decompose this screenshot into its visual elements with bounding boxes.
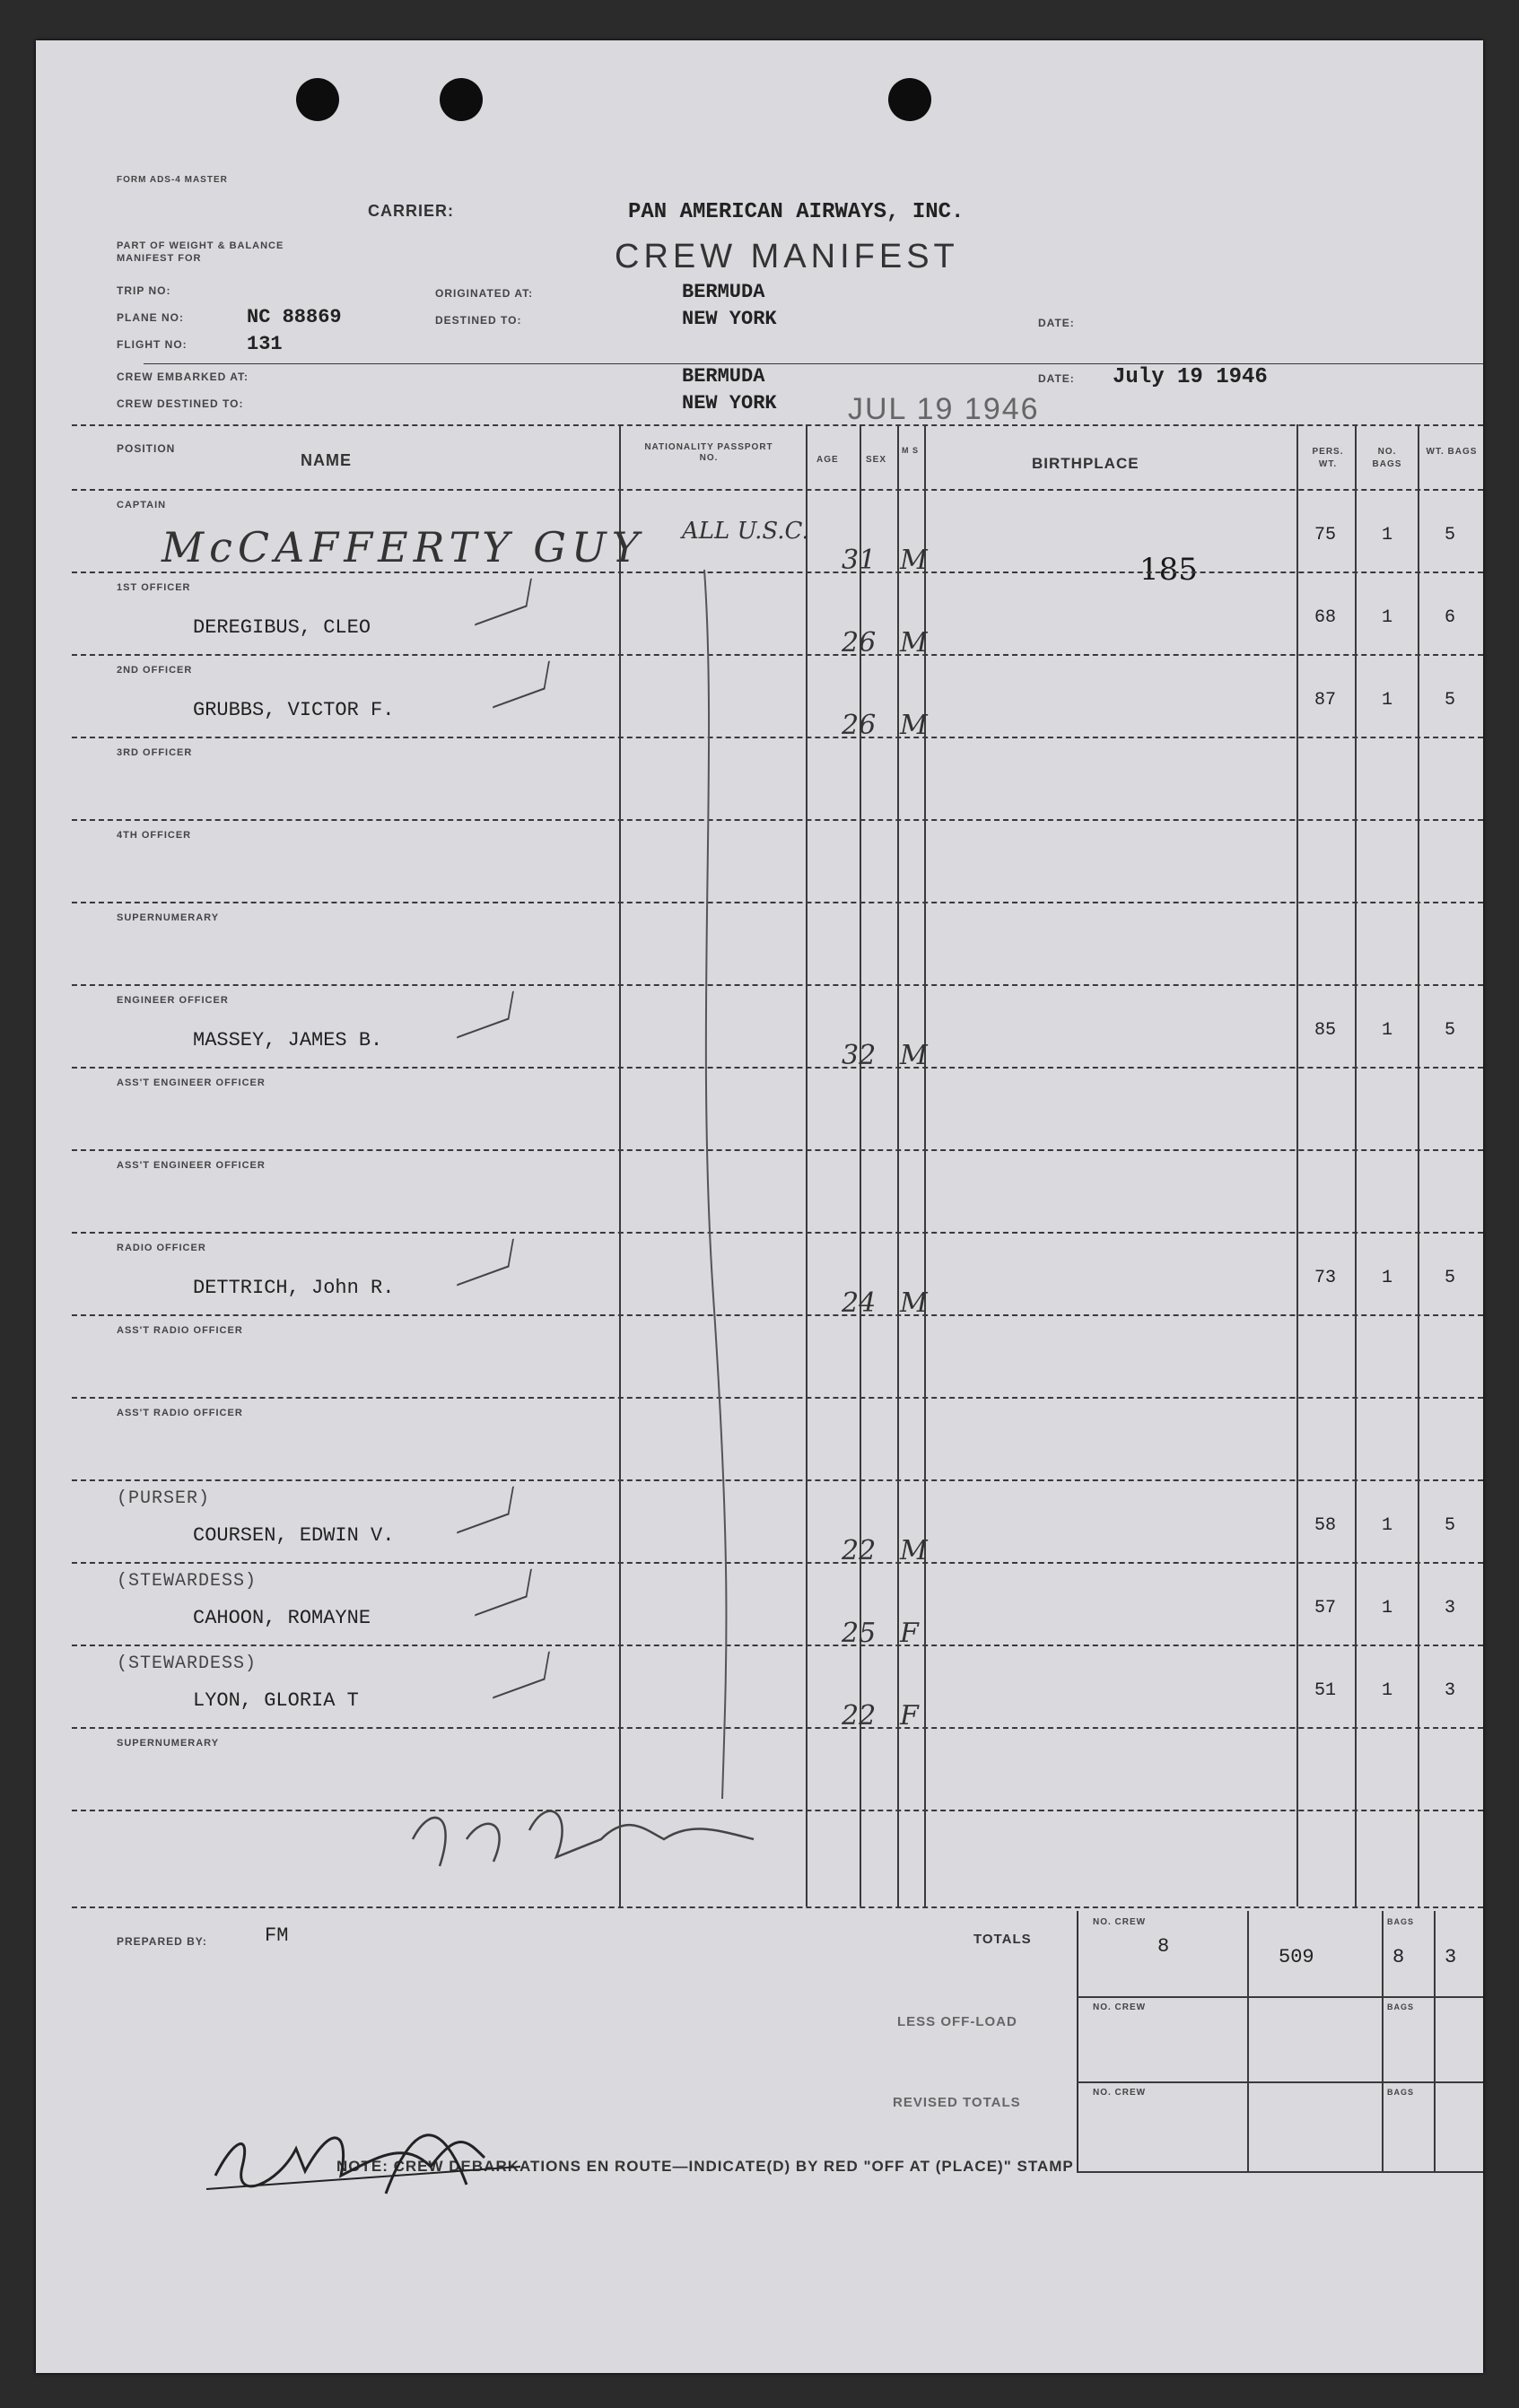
row-sex: M	[900, 1287, 928, 1319]
plane-no: NC 88869	[247, 306, 342, 328]
crew-manifest-sheet	[36, 40, 1483, 2373]
col-ms: M S	[902, 446, 920, 455]
total-bag-weight: 3	[1445, 1946, 1457, 1968]
row-sex: M	[900, 710, 928, 741]
row-position: 2ND OFFICER	[117, 665, 193, 676]
row-weight: 75	[1314, 525, 1337, 545]
row-sex: M	[900, 627, 928, 659]
row-position: ENGINEER OFFICER	[117, 995, 229, 1006]
row-bag-weight: 6	[1445, 607, 1456, 628]
destined-label: DESTINED TO:	[435, 314, 522, 327]
row-position: (STEWARDESS)	[117, 1653, 258, 1674]
date2-label: DATE:	[1038, 372, 1075, 385]
row-name: LYON, GLORIA T	[193, 1689, 359, 1712]
form-id: FORM ADS-4 MASTER	[117, 175, 228, 185]
total-weight: 509	[1279, 1946, 1314, 1968]
row-bag-weight: 5	[1445, 1268, 1456, 1288]
row-position: 4TH OFFICER	[117, 830, 192, 841]
crew-embarked-label: CREW EMBARKED AT:	[117, 371, 249, 383]
date-stamp: JUL 19 1946	[848, 392, 1040, 426]
row-position: (STEWARDESS)	[117, 1571, 258, 1592]
row-bags: 1	[1382, 1020, 1393, 1041]
row-sex: F	[900, 1618, 919, 1649]
row-name: DEREGIBUS, CLEO	[193, 616, 371, 639]
row-name: McCAFFERTY GUY	[162, 523, 645, 571]
totals-label: TOTALS	[973, 1932, 1032, 1947]
row-position: RADIO OFFICER	[117, 1243, 206, 1253]
row-bags: 1	[1382, 525, 1393, 545]
destined: NEW YORK	[682, 308, 777, 330]
row-bags: 1	[1382, 1680, 1393, 1701]
row-sex: F	[900, 1700, 919, 1732]
col-birthplace: BIRTHPLACE	[1032, 455, 1139, 472]
row-bag-weight: 5	[1445, 1020, 1456, 1041]
row-age: 25	[842, 1618, 877, 1649]
plane-no-label: PLANE NO:	[117, 311, 184, 324]
row-name: GRUBBS, VICTOR F.	[193, 699, 395, 721]
row-age: 22	[842, 1535, 877, 1566]
prepared-by-label: PREPARED BY:	[117, 1935, 207, 1948]
crew-destined-label: CREW DESTINED TO:	[117, 397, 244, 410]
page-title: CREW MANIFEST	[615, 238, 959, 275]
totals-div-1	[1247, 1911, 1249, 2171]
date2: July 19 1946	[1113, 365, 1268, 389]
totals-div-3	[1434, 1911, 1436, 2171]
revised-totals-label: REVISED TOTALS	[893, 2095, 1021, 2110]
col-wt-bags: WT. BAGS	[1426, 447, 1478, 457]
row-age: 26	[842, 627, 877, 659]
row-position: CAPTAIN	[117, 500, 167, 510]
row-name: COURSEN, EDWIN V.	[193, 1524, 395, 1547]
flight-no: 131	[247, 333, 283, 355]
row-age: 22	[842, 1700, 877, 1732]
row-sex: M	[900, 545, 928, 576]
less-offload-label: LESS OFF-LOAD	[897, 2014, 1017, 2029]
row-name: CAHOON, ROMAYNE	[193, 1607, 371, 1629]
col-pers-wt: PERS. WT.	[1312, 447, 1344, 469]
row-age: 32	[842, 1040, 877, 1071]
row-weight: 73	[1314, 1268, 1337, 1288]
row-birthplace: 185	[1139, 552, 1198, 588]
row-position: ASS'T RADIO OFFICER	[117, 1408, 243, 1418]
totals-rule-3	[1077, 2171, 1483, 2173]
row-bags: 1	[1382, 1268, 1393, 1288]
bags-label-3: BAGS	[1387, 2088, 1415, 2097]
col-no-bags: NO. BAGS	[1372, 447, 1402, 469]
note: NOTE: CREW DEBARKATIONS EN ROUTE—INDICATE(D) BY RED "OFF AT (PLACE)" STAMP	[336, 2158, 1074, 2175]
row-sex: M	[900, 1040, 928, 1071]
col-age: AGE	[816, 455, 839, 465]
col-name: NAME	[301, 451, 352, 469]
row-bags: 1	[1382, 690, 1393, 711]
col-position: POSITION	[117, 442, 176, 455]
row-position: 3RD OFFICER	[117, 747, 193, 758]
row-nationality: ALL U.S.C.	[682, 518, 809, 545]
row-weight: 68	[1314, 607, 1337, 628]
row-position: (PURSER)	[117, 1488, 211, 1509]
row-weight: 57	[1314, 1598, 1337, 1618]
part-of-label: PART OF WEIGHT & BALANCE MANIFEST FOR	[117, 240, 284, 264]
row-name: MASSEY, JAMES B.	[193, 1029, 383, 1051]
row-age: 24	[842, 1287, 877, 1319]
row-bag-weight: 5	[1445, 525, 1456, 545]
row-position: ASS'T RADIO OFFICER	[117, 1325, 243, 1336]
col-sex: SEX	[866, 455, 887, 465]
trip-no-label: TRIP NO:	[117, 284, 171, 297]
row-position: 1ST OFFICER	[117, 582, 191, 593]
row-sex: M	[900, 1535, 928, 1566]
carrier-name: PAN AMERICAN AIRWAYS, INC.	[628, 200, 965, 224]
prepared-by: FM	[265, 1924, 289, 1947]
originated-label: ORIGINATED AT:	[435, 287, 534, 300]
row-age: 31	[842, 545, 877, 576]
row-weight: 85	[1314, 1020, 1337, 1041]
row-bags: 1	[1382, 607, 1393, 628]
row-position: SUPERNUMERARY	[117, 912, 220, 923]
totals-rule-1	[1077, 1996, 1483, 1998]
row-weight: 51	[1314, 1680, 1337, 1701]
carrier-label: CARRIER:	[368, 202, 454, 220]
totals-rule-2	[1077, 2081, 1483, 2083]
table-bottom-rule	[72, 1906, 1483, 1908]
row-name: DETTRICH, John R.	[193, 1277, 395, 1299]
row-bag-weight: 5	[1445, 1515, 1456, 1536]
bags-label-2: BAGS	[1387, 2002, 1415, 2011]
flight-no-label: FLIGHT NO:	[117, 338, 188, 351]
crew-embarked: BERMUDA	[682, 365, 765, 388]
crew-destined: NEW YORK	[682, 392, 777, 414]
row-weight: 58	[1314, 1515, 1337, 1536]
row-position: SUPERNUMERARY	[117, 1738, 220, 1749]
captain-signature	[197, 2104, 538, 2203]
total-bags: 8	[1392, 1946, 1405, 1968]
date-label: DATE:	[1038, 317, 1075, 329]
row-position: ASS'T ENGINEER OFFICER	[117, 1160, 266, 1171]
totals-div-2	[1382, 1911, 1384, 2171]
no-crew-label-2: NO. CREW	[1093, 2002, 1147, 2012]
total-crew: 8	[1157, 1935, 1170, 1958]
bags-label-1: BAGS	[1387, 1917, 1415, 1926]
row-bags: 1	[1382, 1515, 1393, 1536]
row-position: ASS'T ENGINEER OFFICER	[117, 1077, 266, 1088]
no-crew-label-1: NO. CREW	[1093, 1917, 1147, 1927]
row-age: 26	[842, 710, 877, 741]
no-crew-label-3: NO. CREW	[1093, 2088, 1147, 2098]
row-bag-weight: 3	[1445, 1680, 1456, 1701]
row-bags: 1	[1382, 1598, 1393, 1618]
col-nationality: NATIONALITY PASSPORT NO.	[644, 442, 773, 463]
row-bag-weight: 5	[1445, 690, 1456, 711]
row-weight: 87	[1314, 690, 1337, 711]
originated: BERMUDA	[682, 281, 765, 303]
supernumerary-signature	[395, 1776, 772, 1884]
row-bag-weight: 3	[1445, 1598, 1456, 1618]
